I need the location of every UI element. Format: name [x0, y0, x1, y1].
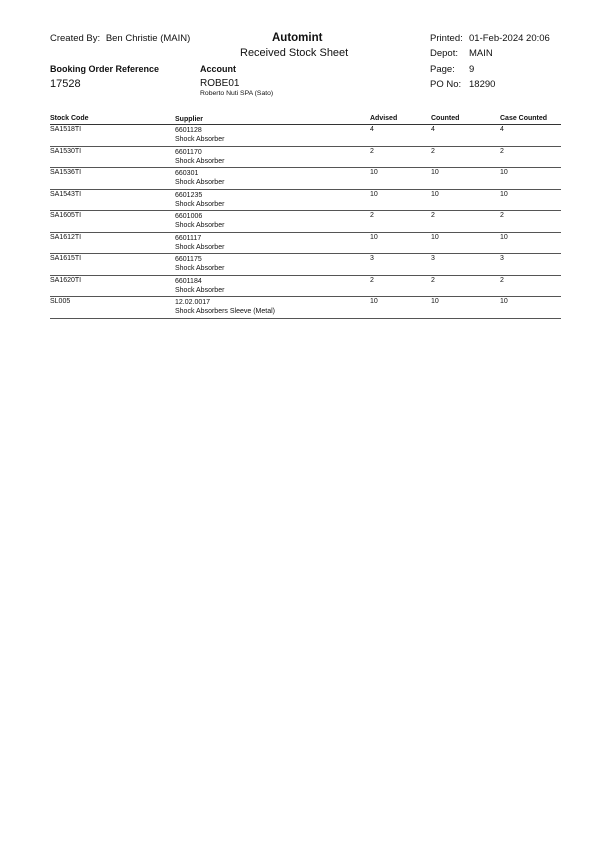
advised: 3 — [370, 255, 374, 262]
item-description: Shock Absorber — [175, 200, 225, 208]
col-advised: Advised — [370, 115, 398, 122]
stock-code: SA1543TI — [50, 190, 82, 198]
counted: 10 — [431, 190, 439, 198]
supplier — [175, 148, 224, 166]
stock-code: SA1612TI — [50, 233, 82, 241]
po-value: 18290 — [469, 79, 496, 90]
page-label: Page: — [430, 64, 455, 75]
item-description: Shock Absorber — [175, 157, 225, 165]
advised: 10 — [370, 169, 378, 176]
depot-info — [430, 48, 493, 59]
stock-code: SA1518TI — [50, 126, 82, 133]
supplier-code: 6601184 — [175, 277, 202, 285]
supplier-code: 6601117 — [175, 234, 202, 242]
supplier-code: 6601170 — [175, 148, 202, 156]
table-row — [50, 211, 561, 233]
stock-code: SL005 — [50, 298, 71, 305]
created-by — [50, 33, 190, 44]
depot-label: Depot: — [430, 48, 458, 59]
table-row — [50, 276, 561, 298]
supplier — [175, 234, 224, 252]
depot-value: MAIN — [469, 48, 493, 59]
stock-table — [50, 114, 561, 319]
supplier — [175, 126, 224, 144]
printed-value: 01-Feb-2024 20:06 — [469, 33, 550, 44]
col-stock-code: Stock Code — [50, 115, 89, 122]
supplier-code: 6601175 — [175, 256, 202, 263]
supplier — [175, 255, 224, 273]
col-case-counted: Case Counted — [500, 115, 548, 122]
table-row — [50, 254, 561, 276]
item-description: Shock Absorber — [175, 222, 225, 229]
col-supplier: Supplier — [175, 116, 204, 123]
col-counted: Counted — [431, 115, 460, 122]
item-description: Shock Absorber — [175, 286, 225, 294]
stock-code: SA1530TI — [50, 147, 82, 155]
advised: 2 — [370, 276, 374, 284]
supplier — [175, 277, 224, 295]
company-name: Automint — [272, 32, 323, 44]
supplier — [175, 212, 224, 230]
supplier-code: 660301 — [175, 170, 199, 177]
counted: 10 — [431, 298, 439, 305]
supplier-code: 6601235 — [175, 191, 203, 199]
page-title: Received Stock Sheet — [240, 47, 349, 59]
counted: 3 — [431, 255, 435, 262]
supplier-code: 6601006 — [175, 213, 203, 220]
table-row — [50, 147, 561, 169]
item-description: Shock Absorber — [175, 179, 225, 186]
advised: 10 — [370, 298, 378, 305]
supplier-code: 12.02.0017 — [175, 299, 211, 306]
stock-code: SA1605TI — [50, 212, 82, 219]
page-value: 9 — [469, 64, 475, 75]
case-counted: 2 — [500, 212, 504, 219]
stock-code: SA1615TI — [50, 255, 82, 262]
supplier — [175, 191, 224, 209]
table-row — [50, 190, 561, 212]
po-label: PO No: — [430, 79, 462, 90]
booking-reference-label: Booking Order Reference — [50, 64, 160, 74]
account-code: ROBE01 — [200, 78, 240, 89]
counted: 10 — [431, 169, 439, 176]
counted: 2 — [431, 212, 435, 219]
created-by-label: Created By: — [50, 33, 101, 44]
counted: 4 — [431, 126, 435, 133]
counted: 2 — [431, 276, 435, 284]
booking-reference-value: 17528 — [50, 78, 81, 90]
case-counted: 4 — [500, 126, 504, 133]
printed-info — [430, 33, 550, 44]
item-description: Shock Absorber — [175, 265, 225, 272]
counted: 10 — [431, 233, 439, 241]
stock-code: SA1536TI — [50, 169, 82, 176]
table-header — [50, 114, 561, 125]
created-by-value: Ben Christie (MAIN) — [105, 33, 191, 44]
advised: 2 — [370, 147, 374, 155]
counted: 2 — [431, 147, 435, 155]
printed-label: Printed: — [430, 33, 463, 44]
po-info — [430, 79, 495, 90]
item-description: Shock Absorbers Sleeve (Metal) — [175, 308, 275, 315]
table-row — [50, 233, 561, 255]
case-counted: 10 — [500, 169, 508, 176]
account-name: Roberto Nuti SPA (Sato) — [200, 90, 274, 97]
case-counted: 3 — [500, 255, 504, 262]
case-counted: 10 — [500, 190, 508, 198]
stock-code: SA1620TI — [50, 276, 82, 284]
table-row — [50, 125, 561, 147]
supplier-code: 6601128 — [175, 127, 202, 134]
case-counted: 10 — [500, 233, 508, 241]
case-counted: 10 — [500, 298, 508, 305]
supplier — [175, 298, 275, 316]
case-counted: 2 — [500, 276, 504, 284]
case-counted: 2 — [500, 147, 504, 155]
account-label: Account — [200, 64, 236, 74]
advised: 10 — [370, 190, 378, 198]
advised: 2 — [370, 212, 374, 219]
advised: 10 — [370, 233, 378, 241]
supplier — [175, 169, 224, 187]
item-description: Shock Absorber — [175, 243, 225, 251]
page-info — [430, 64, 474, 75]
advised: 4 — [370, 126, 374, 133]
table-row — [50, 168, 561, 190]
table-row — [50, 297, 561, 319]
item-description: Shock Absorber — [175, 136, 225, 143]
